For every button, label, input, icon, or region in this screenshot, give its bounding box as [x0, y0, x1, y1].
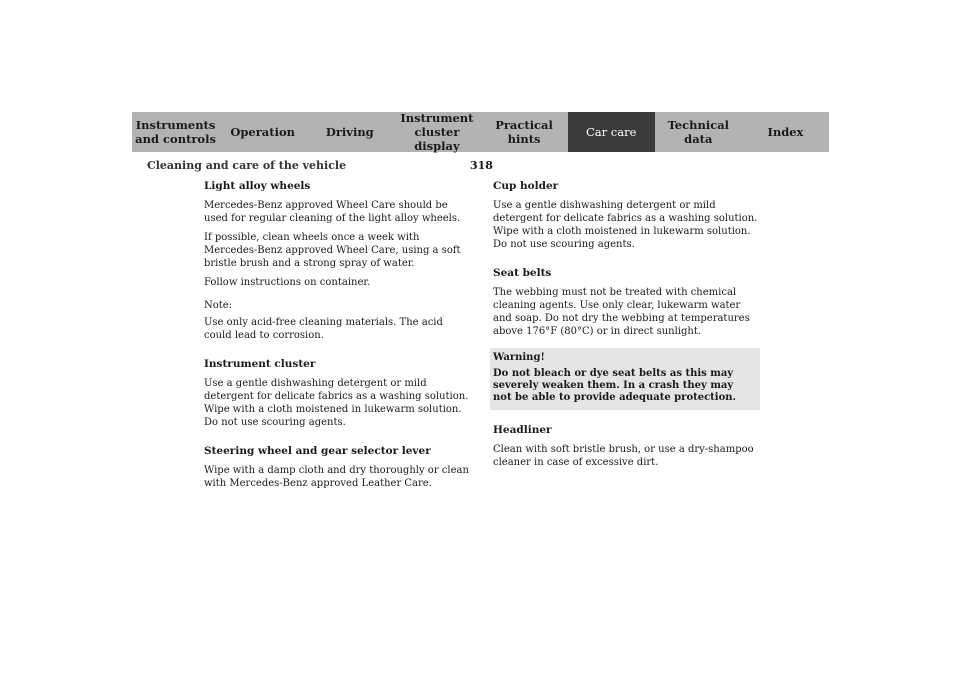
wheels-paragraph-2: If possible, clean wheels once a week with Mercedes-Benz approved Wheel Care, using a soft bristle brush and a strong spray of water. [204, 232, 461, 269]
tab-label: Index [767, 125, 804, 139]
tab-label: Instruments and controls [135, 118, 216, 146]
tab-label: Practical hints [495, 118, 553, 146]
section-tab-bar [132, 112, 829, 152]
tab-label: Operation [230, 125, 295, 139]
right-column [493, 180, 758, 475]
cluster-text: Use a gentle dishwashing detergent or mild detergent for delicate fabrics as a washing solution. Wipe with a cloth moistened in lukewarm solution. Do not use scouring agents. [204, 378, 469, 428]
warning-title: Warning! [493, 352, 545, 363]
tab-index[interactable] [742, 112, 829, 152]
tab-practical-hints[interactable] [481, 112, 568, 152]
tab-technical-data[interactable] [655, 112, 742, 152]
section-title: Cleaning and care of the vehicle [147, 159, 347, 172]
tab-label: Driving [325, 125, 374, 139]
cup-holder-text: Use a gentle dishwashing detergent or mild detergent for delicate fabrics as a washing solution. Wipe with a cloth moistened in lukewarm solution. Do not use scouring agents. [493, 200, 758, 250]
headliner-heading: Headliner [493, 424, 552, 436]
tab-instruments-and-controls[interactable] [132, 112, 219, 152]
page-number: 318 [470, 159, 493, 172]
tab-label: Car care [585, 125, 637, 139]
tab-instrument-cluster-display[interactable] [393, 112, 480, 152]
warning-text: Do not bleach or dye seat belts as this may severely weaken them. In a crash they may not be able to provide adequate protection. [493, 368, 737, 403]
warning-box [490, 348, 760, 410]
wheels-heading: Light alloy wheels [204, 180, 311, 192]
left-column [204, 180, 469, 496]
seat-belts-text: The webbing must not be treated with chemical cleaning agents. Use only clear, lukewarm water and soap. Do not dry the webbing at temperatures above 176°F (80°C) or in direct sunlight. [493, 287, 750, 337]
cup-holder-heading: Cup holder [493, 180, 559, 192]
note-label: Note: [204, 300, 233, 311]
cluster-heading: Instrument cluster [204, 358, 316, 370]
wheels-paragraph-1: Mercedes-Benz approved Wheel Care should be used for regular cleaning of the light alloy wheels. [204, 200, 461, 224]
seat-belts-heading: Seat belts [493, 267, 552, 279]
tab-driving[interactable] [306, 112, 393, 152]
steering-heading: Steering wheel and gear selector lever [204, 445, 431, 457]
headliner-text: Clean with soft bristle brush, or use a dry-shampoo cleaner in case of excessive dirt. [493, 444, 754, 468]
tab-operation[interactable] [219, 112, 306, 152]
tab-label: Technical data [667, 118, 730, 146]
note-text: Use only acid-free cleaning materials. The acid could lead to corrosion. [204, 317, 443, 341]
tab-label: Instrument cluster display [400, 111, 474, 153]
steering-text: Wipe with a damp cloth and dry thoroughly or clean with Mercedes-Benz approved Leather Care. [204, 465, 469, 489]
wheels-paragraph-3: Follow instructions on container. [204, 277, 371, 288]
tab-car-care[interactable] [568, 112, 655, 152]
